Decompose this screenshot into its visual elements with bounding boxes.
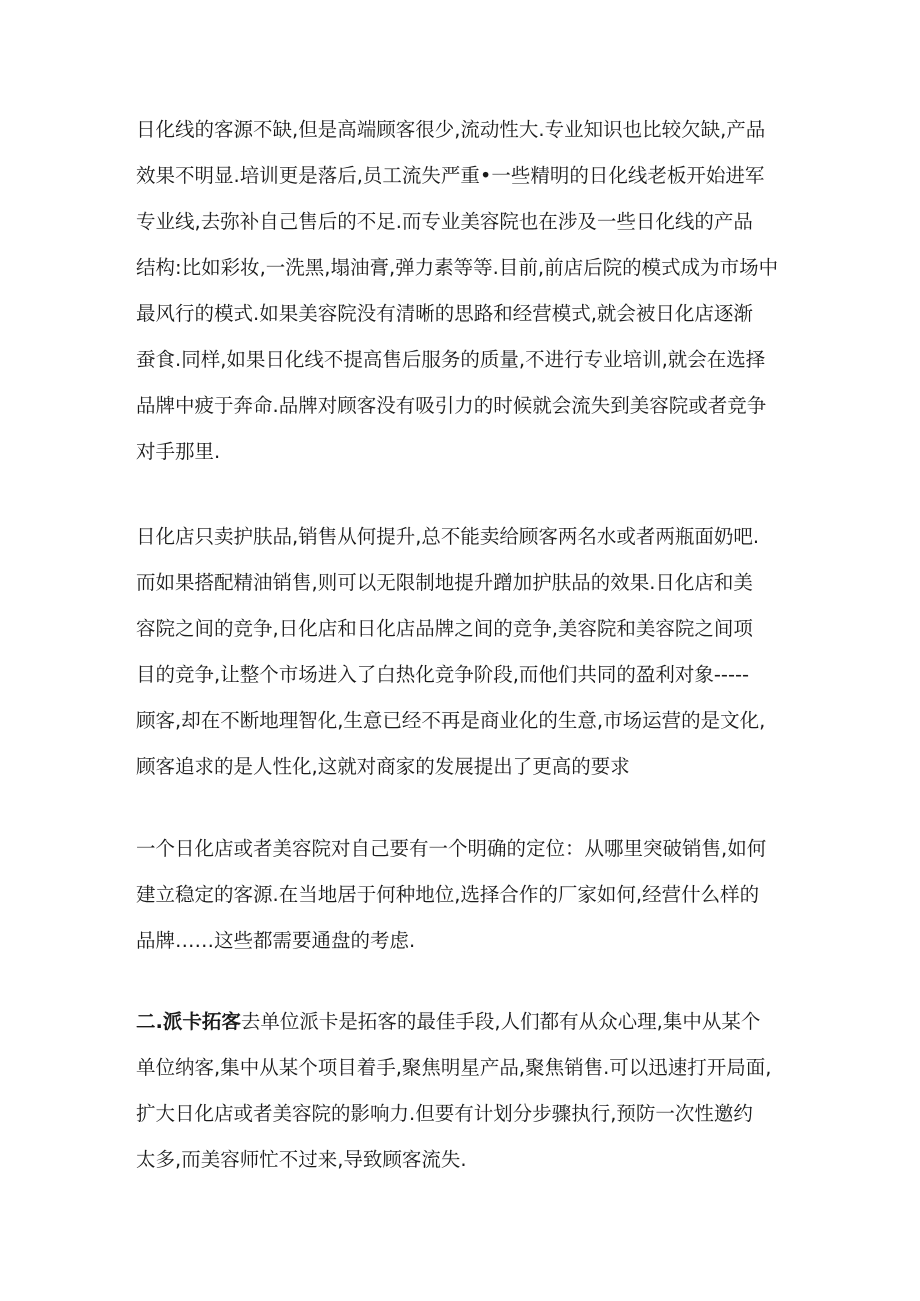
text-line: 品牌中疲于奔命.品牌对顾客没有吸引力的时候就会流失到美容院或者竞争 bbox=[136, 394, 767, 417]
text-line: 最风行的模式.如果美容院没有清晰的思路和经营模式,就会被日化店逐渐 bbox=[136, 302, 753, 325]
text-line: 建立稳定的客源.在当地居于何种地位,选择合作的厂家如何,经营什么样的 bbox=[136, 883, 760, 906]
text-line: 顾客,却在不断地理智化,生意已经不再是商业化的生意,市场运营的是文化, bbox=[136, 709, 766, 732]
paragraph-sales-growth bbox=[136, 514, 792, 790]
heading-line-rest: 去单位派卡是拓客的最佳手段,人们都有从众心理,集中从某个 bbox=[240, 1010, 761, 1033]
text-line bbox=[136, 999, 792, 1045]
text-line: 结构:比如彩妆,一洗黑,塌油膏,弹力素等等.目前,前店后院的模式成为市场中 bbox=[136, 256, 779, 279]
text-line: 一个日化店或者美容院对自己要有一个明确的定位：从哪里突破销售,如何 bbox=[136, 837, 767, 860]
text-line: 日化店只卖护肤品,销售从何提升,总不能卖给顾客两名水或者两瓶面奶吧. bbox=[136, 525, 760, 548]
text-line: 扩大日化店或者美容院的影响力.但要有计划分步骤执行,预防一次性邀约 bbox=[136, 1102, 753, 1125]
text-line: 太多,而美容师忙不过来,导致顾客流失. bbox=[136, 1148, 467, 1171]
text-line: 品牌……这些都需要通盘的考虑. bbox=[136, 929, 416, 952]
text-line: 而如果搭配精油销售,则可以无限制地提升蹭加护肤品的效果.日化店和美 bbox=[136, 571, 753, 594]
paragraph-daily-chemical-competition bbox=[136, 107, 792, 475]
text-line: 蚕食.同样,如果日化线不提高售后服务的质量,不进行专业培训,就会在选择 bbox=[136, 348, 766, 371]
paragraph-positioning bbox=[136, 826, 792, 964]
text-line: 单位纳客,集中从某个项目着手,聚焦明星产品,聚焦销售.可以迅速打开局面, bbox=[136, 1056, 772, 1079]
text-line: 顾客追求的是人性化,这就对商家的发展提出了更高的要求 bbox=[136, 755, 630, 778]
text-line: 目的竞争,让整个市场进入了白热化竞争阶段,而他们共同的盈利对象----- bbox=[136, 663, 750, 686]
text-line: 日化线的客源不缺,但是高端顾客很少,流动性大.专业知识也比较欠缺,产品 bbox=[136, 118, 766, 141]
paragraph-card-distribution bbox=[136, 999, 792, 1183]
text-line: 效果不明显.培训更是落后,员工流失严重•一些精明的日化线老板开始进军 bbox=[136, 164, 765, 187]
text-line: 容院之间的竞争,日化店和日化店品牌之间的竞争,美容院和美容院之间项 bbox=[136, 617, 753, 640]
text-line: 对手那里. bbox=[136, 440, 221, 463]
section-heading: 二.派卡拓客 bbox=[136, 1010, 241, 1033]
text-line: 专业线,去弥补自己售后的不足.而专业美容院也在涉及一些日化线的产品 bbox=[136, 210, 753, 233]
